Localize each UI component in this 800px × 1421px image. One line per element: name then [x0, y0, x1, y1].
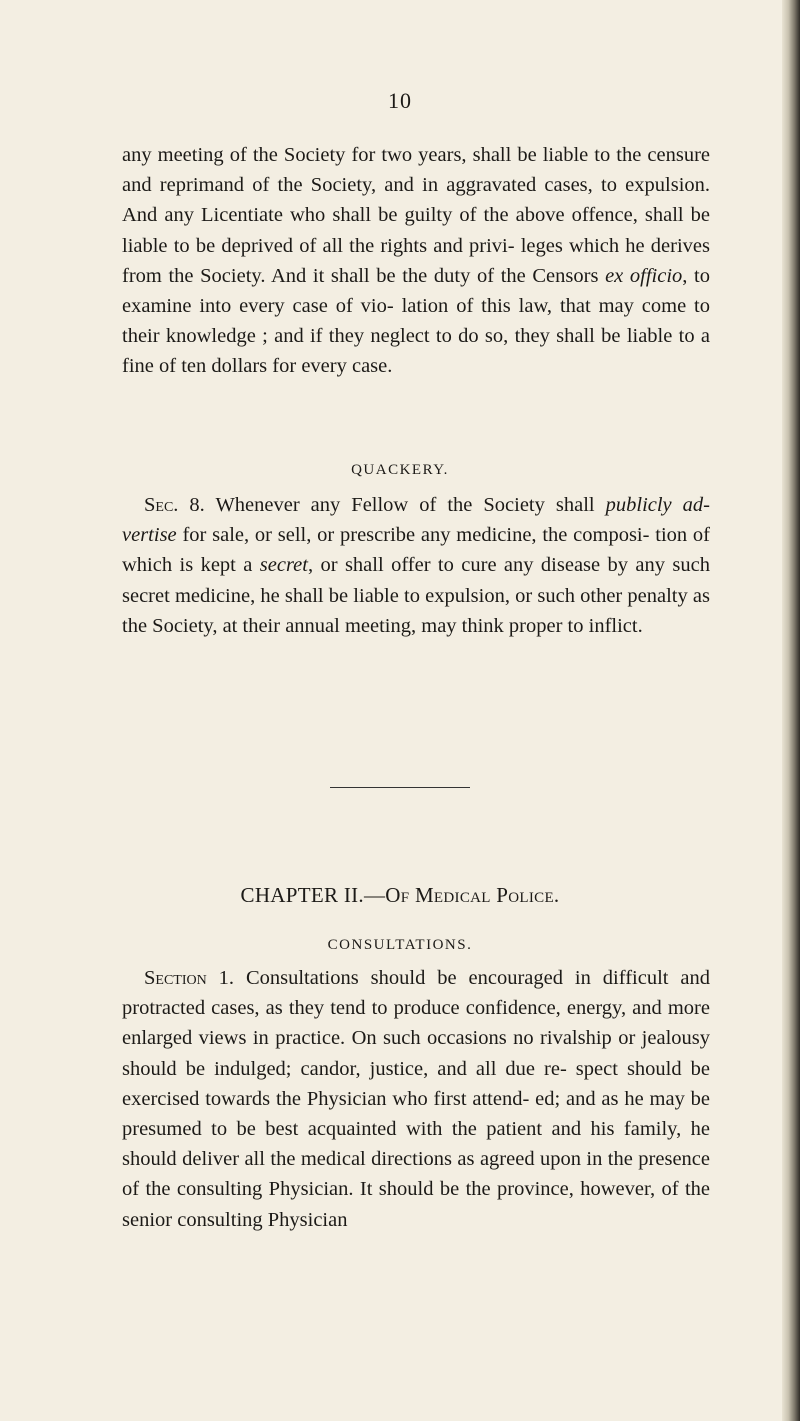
text-line: , to examine into every case of vio-: [122, 264, 710, 318]
text-line: duty of the Censors: [433, 264, 606, 287]
text-line: censure and reprimand of the Society, and in aggravated cases, to: [122, 144, 710, 197]
italic-phrase: publicly ad-: [605, 494, 710, 516]
paragraph-section-1: [122, 963, 710, 1235]
text-line: any meeting of the Society for two years, shall be liable to the: [122, 144, 642, 166]
italic-phrase: ex officio: [605, 264, 683, 287]
heading-consultations: CONSULTATIONS.: [327, 937, 473, 953]
paragraph-section-8: [122, 490, 710, 641]
text-line: offence, shall be liable to be deprived of all the rights and privi-: [122, 204, 711, 257]
paragraph-censure: [122, 140, 710, 382]
chapter-heading: [0, 883, 800, 908]
section-text: Whenever any Fellow of the Society shall: [204, 494, 606, 516]
section-text: Consultations should be encouraged in difficult and protracted cases, as they tend to produce confidence, energy, and more enlarged views in practice. On such occasions no rivalship or jealousy should be indulged; candor, justice, and all due re- spect should be exercised towards the Physician who first attend- ed; and as he may be presumed to be best acquainted with the patient and his family, he should deliver all the medical directions as agreed upon in the presence of the consulting Physician. It should be the province, however, of the senior consulting Physician: [122, 967, 710, 1231]
page-number: 10: [388, 88, 412, 113]
section-text: , or shall offer to cure any disease by any such secret medicine, he shall be liable to expulsion, or such other penalty as the Society, at their annual meeting, may think proper to inflict.: [122, 554, 710, 637]
section-label: Sec. 8.: [144, 494, 205, 516]
chapter-dash: —: [363, 883, 386, 907]
text-line: every case.: [301, 355, 393, 378]
heading-quackery: QUACKERY.: [351, 462, 449, 478]
italic-phrase: vertise: [122, 524, 177, 547]
section-label: Section 1.: [144, 967, 235, 989]
text-line: leges which he derives from the Society. And it shall be the: [122, 234, 710, 287]
text-line: expulsion. And any Licentiate who shall be guilty of the above: [122, 174, 711, 227]
section-text: for sale, or sell, or prescribe any medicine, the composi- tion of which is kept a: [122, 524, 710, 577]
section-divider-rule: [330, 787, 470, 788]
chapter-title: Of Medical Police.: [385, 883, 560, 907]
chapter-number: CHAPTER II.: [240, 883, 364, 907]
text-line: lation of this law, that may come to their knowledge ; and if they: [122, 295, 711, 348]
text-line: neglect to do so, they shall be liable to a fine of ten dollars for: [122, 325, 710, 378]
italic-phrase: secret: [259, 554, 308, 577]
page-binding-edge: [782, 0, 800, 1421]
